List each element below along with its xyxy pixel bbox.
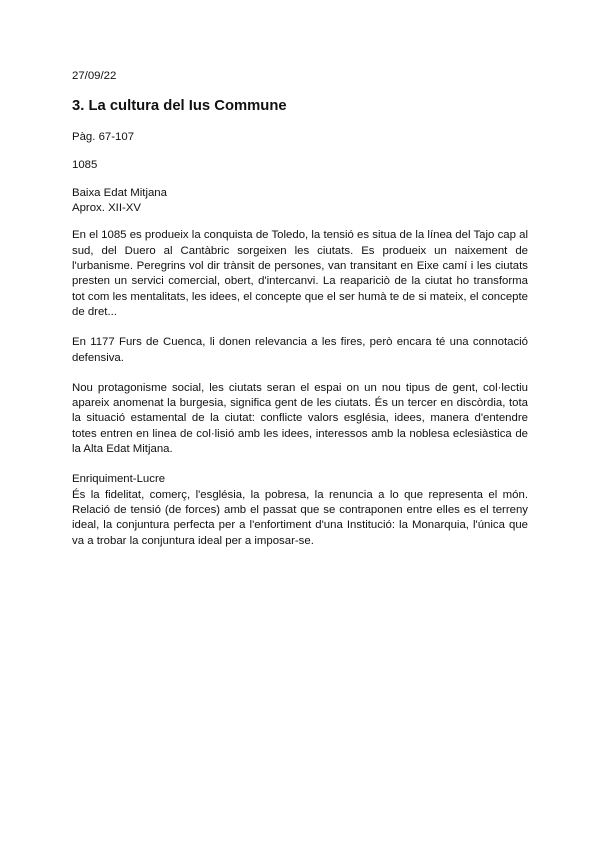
period-approx: Aprox. XII-XV <box>72 202 142 215</box>
page-range: Pàg. 67-107 <box>72 131 135 144</box>
paragraph-toledo: En el 1085 es produeix la conquista de Toledo, la tensió es situa de la línea del Tajo cap al sud, del Duero al Cantàbric sorgeixen les ciutats. Es produeix un naixement de l'urbanisme. Peregrins vol dir trànsit de persones, van transitant en Eixe camí i les ciutats presten un servici comercial, obert, d'intercanvi. La reapariciò de la ciutat ho transforma tot com les mentalitats, les idees, el concepte que el ser humà te de si mateix, el concepte de dret... <box>72 229 528 318</box>
paragraph-monarquia: És la fidelitat, comerç, l'església, la pobresa, la renuncia a lo que representa el món. Relació de tensió (de forces) amb el passat que se contraponen entre elles es el terreny ideal, la conjuntura perfecta per a l'enfortiment d'una Institució: la Monarquia, l'única que va a trobar la conjuntura ideal per a imposar-se. <box>72 488 528 547</box>
paragraph-burgesia: Nou protagonisme social, les ciutats seran el espai on un nou tipus de gent, col·lectiu apareix anomenat la burgesia, significa gent de les ciutats. És un tercer en discòrdia, tota la situació estamental de la ciutat: conflicte valors església, idees, manera d'entendre totes entren en linea de col·lisió amb les idees, interessos amb la noblesa eclesiàstica de la Alta Edat Mitjana. <box>72 381 528 456</box>
document-title: 3. La cultura del Ius Commune <box>72 98 287 115</box>
document-date: 27/09/22 <box>72 70 117 82</box>
period-name: Baixa Edat Mitjana <box>72 186 167 199</box>
subheading-enriquiment: Enriquiment-Lucre <box>72 473 166 486</box>
paragraph-cuenca: En 1177 Furs de Cuenca, li donen relevancia a les fires, però encara té una connotació defensiva. <box>72 336 528 364</box>
document-page <box>72 69 528 549</box>
period-block <box>72 186 528 217</box>
year-label: 1085 <box>72 158 98 171</box>
